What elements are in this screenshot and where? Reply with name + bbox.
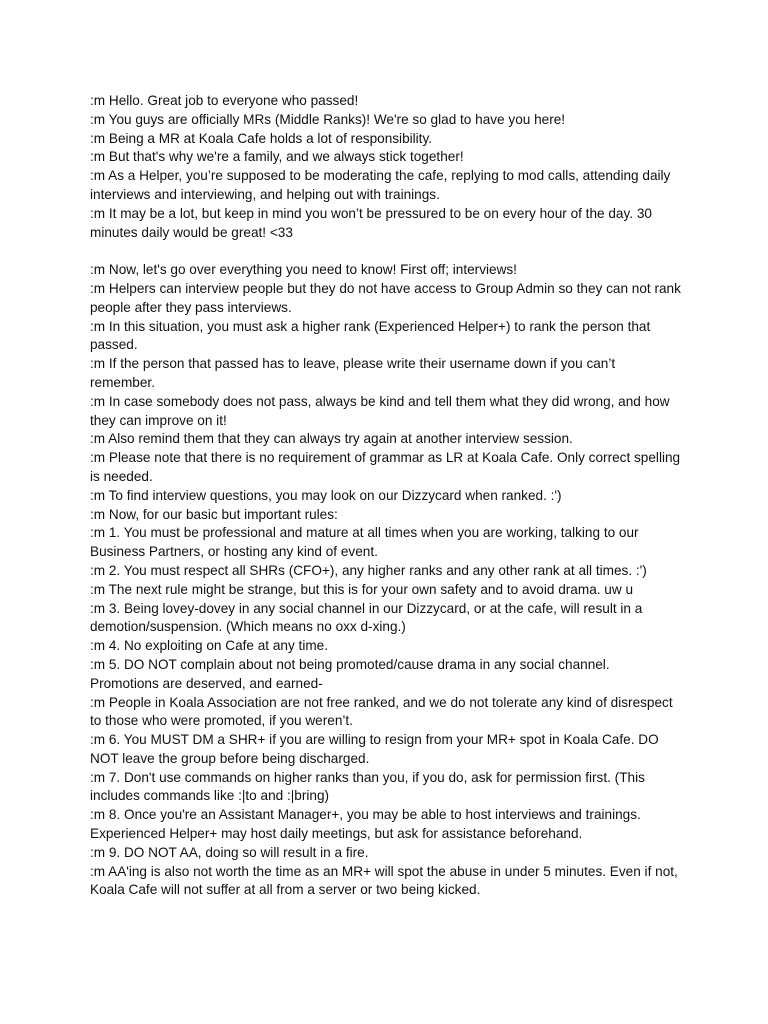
section-divider: [90, 242, 682, 261]
paragraph-hello: :m Hello. Great job to everyone who passed!: [90, 93, 359, 108]
paragraph-aa-abuse: :m AA'ing is also not worth the time as an MR+ will spot the abuse in under 5 minutes. Even if not, Koala Cafe will not suffer at all from a server or two being kicked.: [90, 863, 678, 898]
paragraph-higher-rank: :m In this situation, you must ask a higher rank (Experienced Helper+) to rank the person that passed.: [90, 318, 651, 353]
rules-section: [90, 261, 682, 900]
paragraph-family: :m But that's why we're a family, and we always stick together!: [90, 149, 464, 165]
rule-1: :m 1. You must be professional and mature at all times when you are working, talking to our Business Partners, or hosting any kind of event.: [90, 525, 639, 560]
paragraph-interview-questions: :m To find interview questions, you may look on our Dizzycard when ranked. :'): [90, 487, 562, 503]
paragraph-strange-rule: :m The next rule might be strange, but this is for your own safety and to avoid drama. uw u: [90, 581, 634, 597]
rule-2: :m 2. You must respect all SHRs (CFO+), any higher ranks and any other rank at all times. :'): [90, 562, 647, 578]
paragraph-responsibility: :m Being a MR at Koala Cafe holds a lot of responsibility.: [90, 130, 433, 146]
document-body: [90, 92, 682, 900]
rule-4: :m 4. No exploiting on Cafe at any time.: [90, 638, 329, 654]
paragraph-time-commitment: :m It may be a lot, but keep in mind you won’t be pressured to be on every hour of the day. 30 minutes daily would be great! <33: [90, 205, 652, 240]
paragraph-try-again: :m Also remind them that they can always try again at another interview session.: [90, 431, 573, 447]
rule-9: :m 9. DO NOT AA, doing so will result in a fire.: [90, 844, 369, 860]
intro-section: [90, 92, 682, 242]
paragraph-helper-duties: :m As a Helper, you’re supposed to be moderating the cafe, replying to mod calls, attending daily interviews and interviewing, and helping out with trainings.: [90, 168, 671, 202]
rule-3: :m 3. Being lovey-dovey in any social channel in our Dizzycard, or at the cafe, will result in a demotion/suspension. (Which means no oxx d-xing.): [90, 600, 643, 635]
paragraph-be-kind: :m In case somebody does not pass, always be kind and tell them what they did wrong, and how they can improve on it!: [90, 393, 670, 428]
paragraph-rules-intro: :m Now, for our basic but important rules:: [90, 506, 338, 522]
paragraph-officially-mrs: :m You guys are officially MRs (Middle Ranks)! We're so glad to have you here!: [90, 111, 566, 127]
paragraph-write-username: :m If the person that passed has to leave, please write their username down if you can’t remember.: [90, 356, 616, 390]
paragraph-helpers-interview: :m Helpers can interview people but they do not have access to Group Admin so they can not rank people after they pass interviews.: [90, 280, 681, 315]
rule-8: :m 8. Once you're an Assistant Manager+, you may be able to host interviews and trainings. Experienced Helper+ may host daily meetings, but ask for assistance beforehand.: [90, 807, 641, 842]
paragraph-grammar: :m Please note that there is no requirement of grammar as LR at Koala Cafe. Only correct spelling is needed.: [90, 450, 681, 484]
paragraph-not-free-ranked: :m People in Koala Association are not free ranked, and we do not tolerate any kind of disrespect to those who were promoted, if you weren’t.: [90, 694, 673, 729]
paragraph-interviews-intro: :m Now, let's go over everything you need to know! First off; interviews!: [90, 262, 517, 278]
rule-5: :m 5. DO NOT complain about not being promoted/cause drama in any social channel. Promotions are deserved, and earned-: [90, 656, 610, 691]
rule-7: :m 7. Don't use commands on higher ranks than you, if you do, ask for permission first. (This includes commands like :|to and :|bring): [90, 769, 645, 804]
rule-6: :m 6. You MUST DM a SHR+ if you are willing to resign from your MR+ spot in Koala Cafe. DO NOT leave the group before being discharged.: [90, 732, 659, 766]
